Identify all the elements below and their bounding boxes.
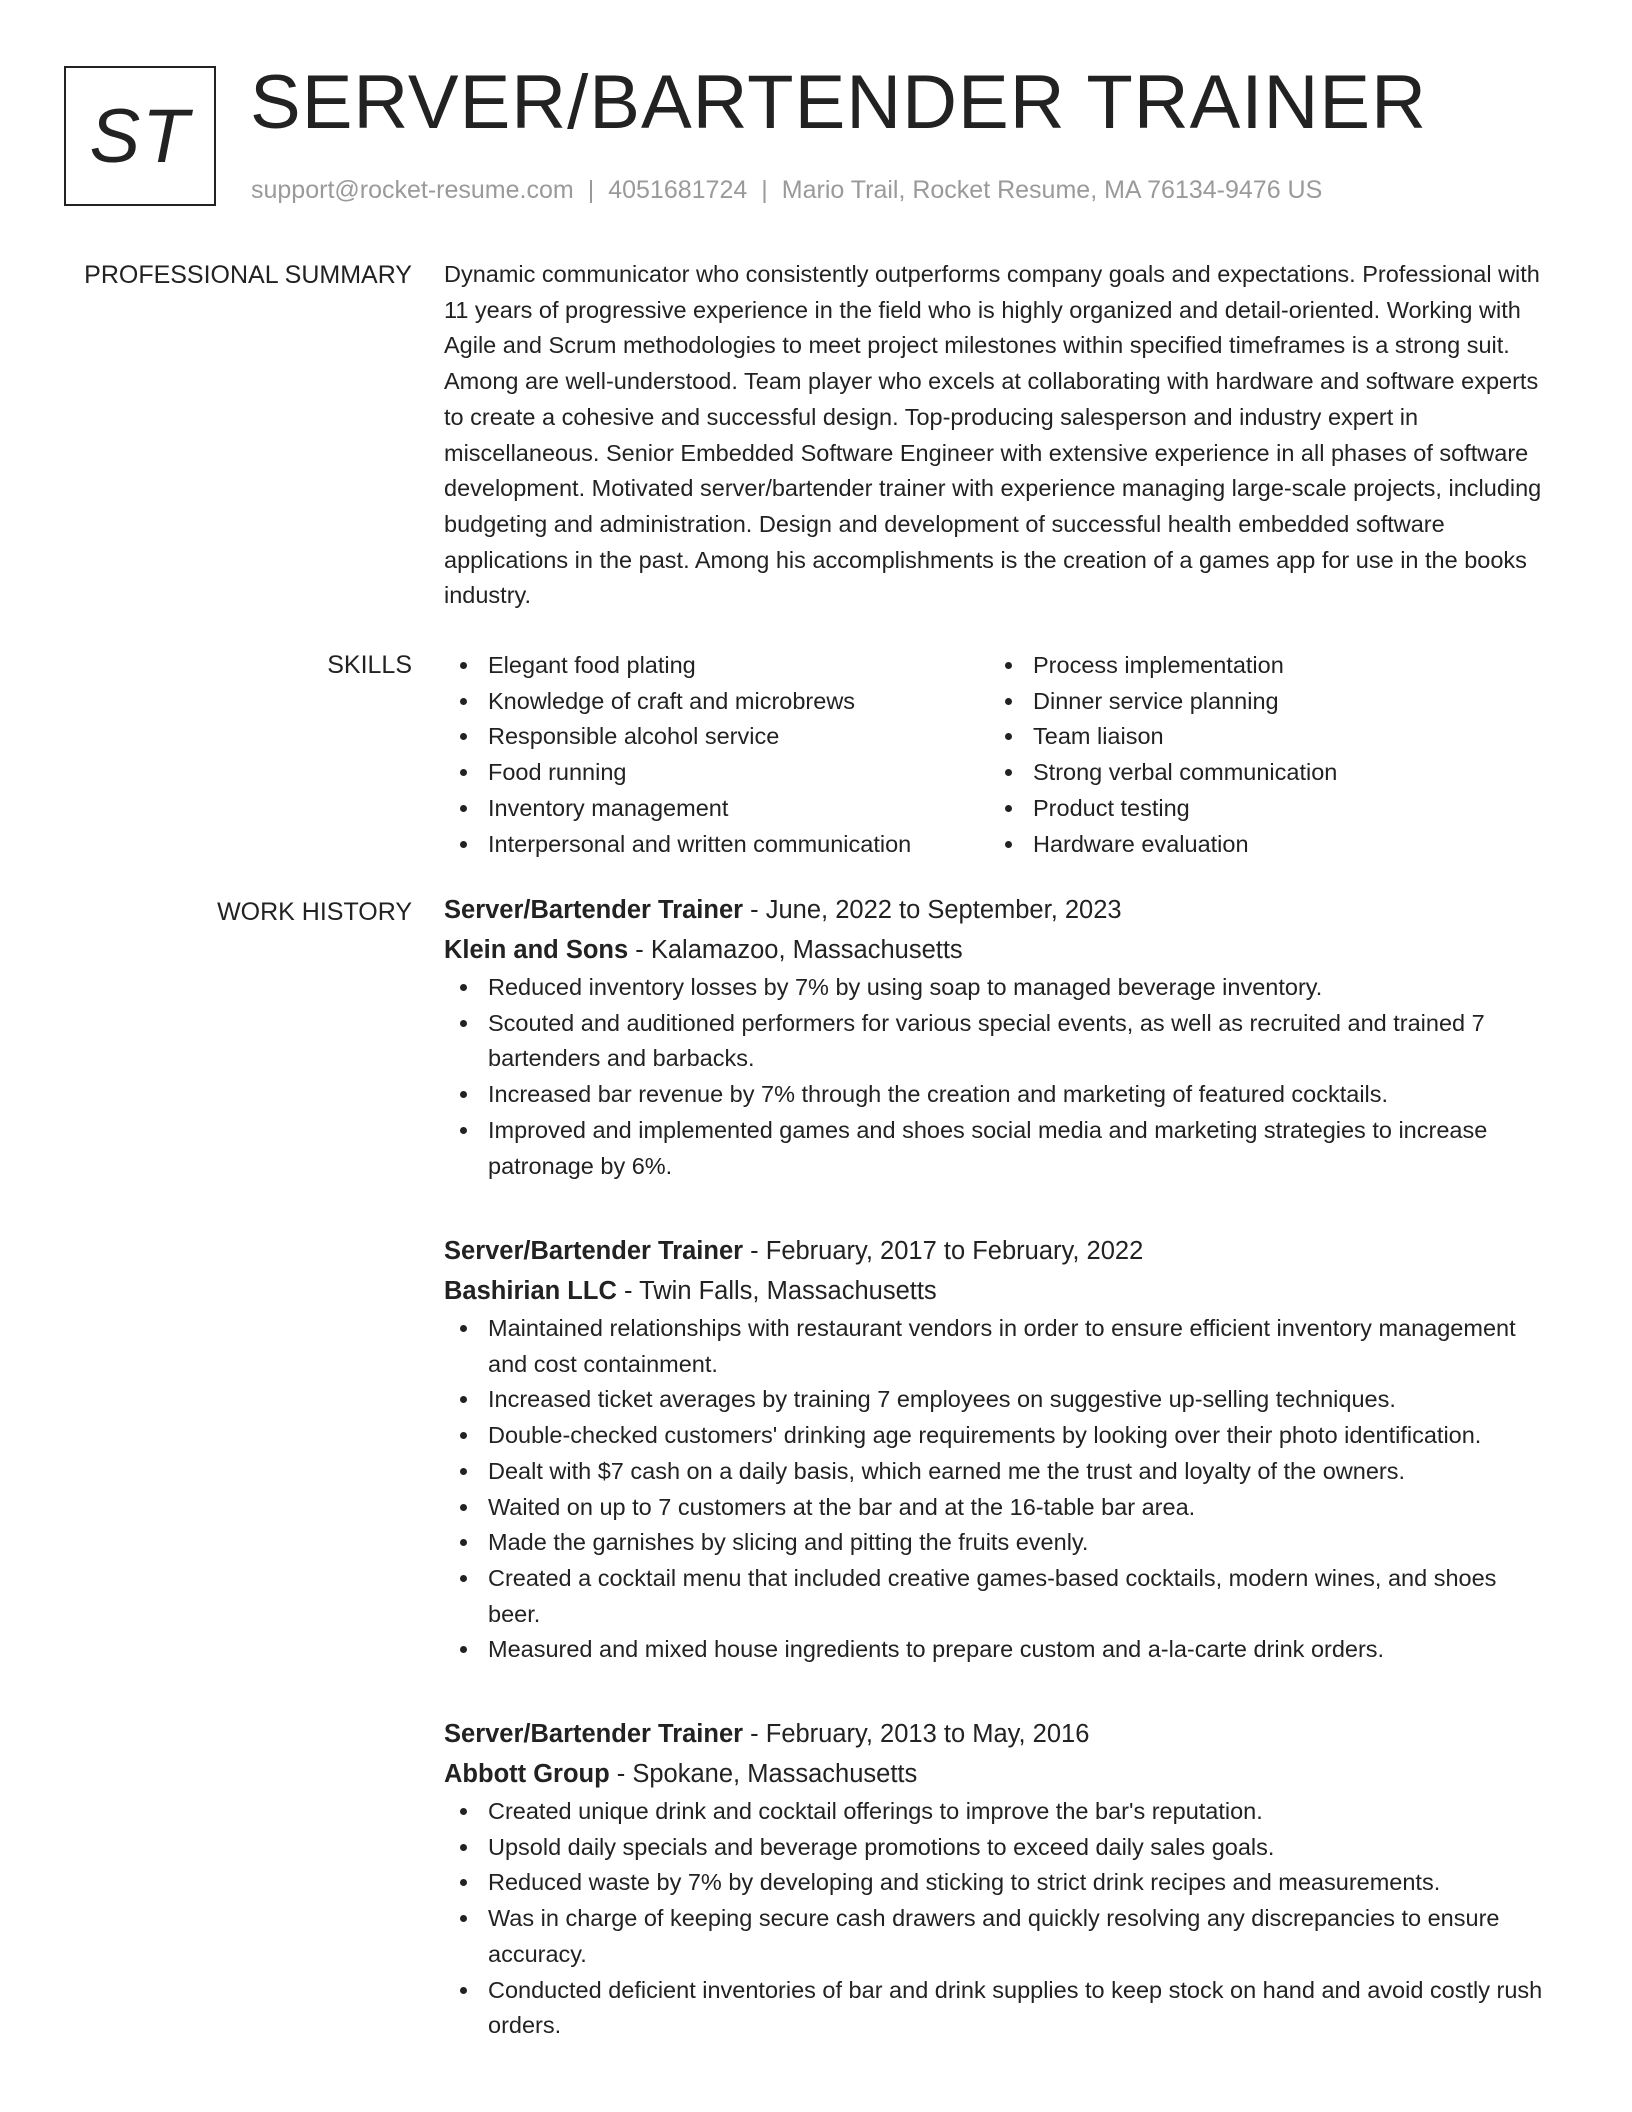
job-company: Bashirian LLC — [444, 1277, 617, 1305]
resume-name: SERVER/BARTENDER TRAINER — [250, 60, 1427, 145]
job-entry — [444, 1714, 1550, 2044]
job-bullet: Maintained relationships with restaurant vendors in order to ensure efficient inventory management and cost containment. — [444, 1311, 1550, 1382]
skill-item: Knowledge of craft and microbrews — [444, 684, 989, 720]
job-bullet: Increased bar revenue by 7% through the creation and marketing of featured cocktails. — [444, 1077, 1550, 1113]
job-entry — [444, 1231, 1550, 1668]
section-label-skills: SKILLS — [327, 651, 412, 679]
skill-item: Product testing — [989, 791, 1534, 827]
job-location: - Spokane, Massachusetts — [609, 1760, 918, 1788]
section-label-summary: PROFESSIONAL SUMMARY — [84, 261, 412, 289]
skill-item: Hardware evaluation — [989, 827, 1534, 863]
skill-item: Elegant food plating — [444, 648, 989, 684]
skill-item: Dinner service planning — [989, 684, 1534, 720]
contact-email: support@rocket-resume.com — [251, 176, 574, 204]
job-location: - Kalamazoo, Massachusetts — [628, 936, 963, 964]
skill-item: Interpersonal and written communication — [444, 827, 989, 863]
job-dates: - February, 2013 to May, 2016 — [743, 1720, 1090, 1748]
job-entry — [444, 890, 1550, 1184]
section-label-work-history: WORK HISTORY — [217, 898, 412, 926]
job-bullet: Reduced inventory losses by 7% by using soap to managed beverage inventory. — [444, 970, 1550, 1006]
job-company-line — [444, 1271, 1550, 1311]
job-bullet: Improved and implemented games and shoes social media and marketing strategies to increase patronage by 6%. — [444, 1113, 1550, 1184]
job-bullet-list — [444, 1794, 1550, 2044]
job-title: Server/Bartender Trainer — [444, 1237, 744, 1265]
contact-separator: | — [587, 176, 595, 204]
summary-text: Dynamic communicator who consistently outperforms company goals and expectations. Professional with 11 years of progressive experience in the field who is highly organized and detail-oriented. Working with Agile and Scrum methodologies to meet project milestones within specified timeframes is a strong suit. Among are well-understood. Team player who excels at collaborating with hardware and software experts to create a cohesive and successful design. Top-producing salesperson and industry expert in miscellaneous. Senior Embedded Software Engineer with extensive experience in all phases of software development. Motivated server/bartender trainer with experience managing large-scale projects, including budgeting and administration. Design and development of successful health embedded software applications in the past. Among his accomplishments is the creation of a games app for use in the books industry. — [444, 261, 1542, 609]
skill-item: Inventory management — [444, 791, 989, 827]
job-bullet: Created a cocktail menu that included creative games-based cocktails, modern wines, and shoes beer. — [444, 1561, 1550, 1632]
contact-line — [251, 174, 1322, 206]
job-bullet: Conducted deficient inventories of bar and drink supplies to keep stock on hand and avoid costly rush orders. — [444, 1973, 1550, 2044]
job-bullet: Increased ticket averages by training 7 employees on suggestive up-selling techniques. — [444, 1382, 1550, 1418]
job-company-line — [444, 930, 1550, 970]
skill-item: Strong verbal communication — [989, 755, 1534, 791]
job-dates: - February, 2017 to February, 2022 — [743, 1237, 1144, 1265]
skill-item: Responsible alcohol service — [444, 719, 989, 755]
job-bullet: Upsold daily specials and beverage promotions to exceed daily sales goals. — [444, 1830, 1550, 1866]
job-bullet: Created unique drink and cocktail offerings to improve the bar's reputation. — [444, 1794, 1550, 1830]
skills-list-left — [444, 648, 989, 862]
contact-address: Mario Trail, Rocket Resume, MA 76134-9476 US — [781, 176, 1323, 204]
job-bullet: Reduced waste by 7% by developing and sticking to strict drink recipes and measurements. — [444, 1865, 1550, 1901]
skill-item: Food running — [444, 755, 989, 791]
job-location: - Twin Falls, Massachusetts — [616, 1277, 937, 1305]
job-company: Klein and Sons — [444, 936, 629, 964]
job-bullet: Made the garnishes by slicing and pitting the fruits evenly. — [444, 1525, 1550, 1561]
job-bullet: Scouted and auditioned performers for various special events, as well as recruited and trained 7 bartenders and barbacks. — [444, 1006, 1550, 1077]
summary-section — [444, 257, 1550, 614]
skill-item: Process implementation — [989, 648, 1534, 684]
job-bullet: Double-checked customers' drinking age requirements by looking over their photo identification. — [444, 1418, 1550, 1454]
skills-list-right — [989, 648, 1534, 862]
skills-columns — [444, 648, 1550, 862]
job-bullet-list — [444, 1311, 1550, 1668]
job-bullet: Measured and mixed house ingredients to prepare custom and a-la-carte drink orders. — [444, 1632, 1550, 1668]
job-dates: - June, 2022 to September, 2023 — [743, 896, 1122, 924]
job-title-line — [444, 1231, 1550, 1271]
job-title: Server/Bartender Trainer — [444, 896, 744, 924]
job-company-line — [444, 1754, 1550, 1794]
job-bullet-list — [444, 970, 1550, 1184]
job-title: Server/Bartender Trainer — [444, 1720, 744, 1748]
job-bullet: Dealt with $7 cash on a daily basis, which earned me the trust and loyalty of the owners. — [444, 1454, 1550, 1490]
contact-separator: | — [761, 176, 768, 204]
skill-item: Team liaison — [989, 719, 1534, 755]
contact-phone: 4051681724 — [608, 176, 748, 204]
monogram-logo: ST — [64, 66, 216, 206]
job-title-line — [444, 890, 1550, 930]
job-bullet: Was in charge of keeping secure cash drawers and quickly resolving any discrepancies to ensure accuracy. — [444, 1901, 1550, 1972]
job-title-line — [444, 1714, 1550, 1754]
job-company: Abbott Group — [444, 1760, 610, 1788]
job-bullet: Waited on up to 7 customers at the bar and at the 16-table bar area. — [444, 1490, 1550, 1526]
skills-section — [444, 648, 1550, 862]
